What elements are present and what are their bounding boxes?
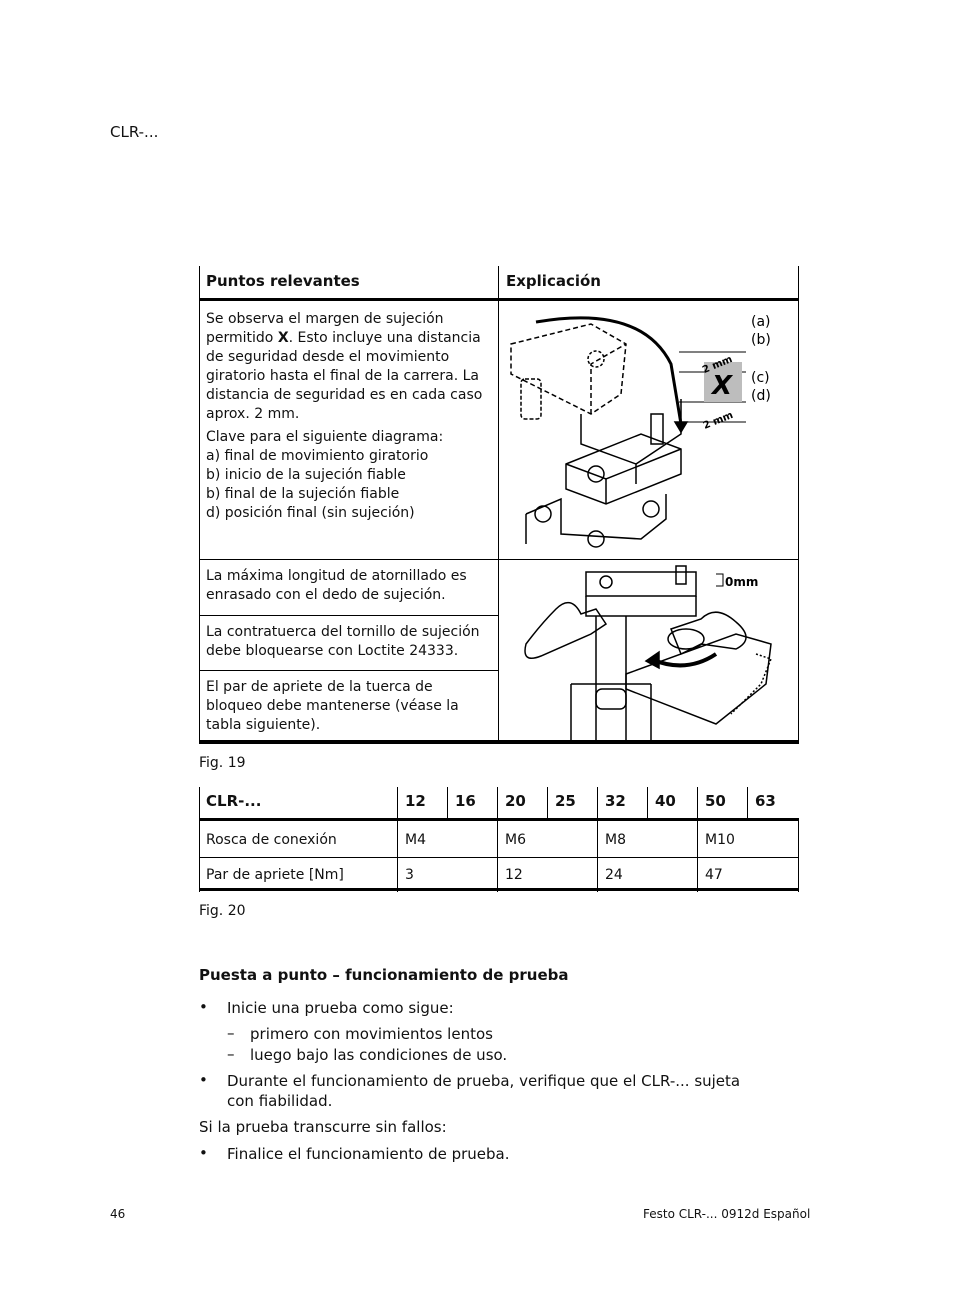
paragraph: Si la prueba transcurre sin fallos:	[199, 1118, 447, 1136]
section-title: Puesta a punto – funcionamiento de prueba	[199, 966, 569, 984]
dash-symbol: –	[227, 1024, 235, 1042]
thread-value: M8	[605, 832, 626, 848]
bullet-symbol: •	[199, 1071, 208, 1089]
header-size-63: 63	[755, 792, 776, 810]
svg-text:(c): (c)	[751, 370, 770, 386]
col-header-explanation: Explicación	[506, 272, 601, 290]
figure-caption-20: Fig. 20	[199, 903, 246, 919]
dash-symbol: –	[227, 1045, 235, 1063]
svg-text:X: X	[712, 371, 733, 401]
thread-value: M6	[505, 832, 526, 848]
header-size-16: 16	[455, 792, 476, 810]
row-label-thread: Rosca de conexión	[206, 832, 337, 848]
diagram-key: Clave para el siguiente diagrama: a) final de movimiento giratorio b) inicio de la sujeción fiable b) final de la sujeción fiable d) posición final (sin sujeción)	[206, 429, 444, 521]
dash-item-1: primero con movimientos lentos	[250, 1025, 493, 1043]
svg-text:(a): (a)	[751, 314, 771, 330]
bullet-symbol: •	[199, 998, 208, 1016]
dash-item-2: luego bajo las condiciones de uso.	[250, 1046, 508, 1064]
header-size-40: 40	[655, 792, 676, 810]
thread-value: M10	[705, 832, 735, 848]
figure-caption-19: Fig. 19	[199, 755, 246, 771]
bullet-item-2: Durante el funcionamiento de prueba, verifique que el CLR-... sujeta con fiabilidad.	[227, 1072, 741, 1110]
row-label-torque: Par de apriete [Nm]	[206, 867, 344, 883]
relevant-points-table	[199, 266, 799, 744]
svg-text:2 mm: 2 mm	[701, 409, 735, 432]
row2-text: La máxima longitud de atornillado es enrasado con el dedo de sujeción.	[206, 568, 467, 603]
torque-table	[199, 787, 799, 892]
header-clr: CLR-...	[206, 792, 262, 810]
header-size-32: 32	[605, 792, 626, 810]
header-size-25: 25	[555, 792, 576, 810]
svg-text:2 mm: 2 mm	[700, 354, 735, 376]
torque-value: 12	[505, 867, 523, 883]
row4-text: El par de apriete de la tuerca de bloqueo debe mantenerse (véase la tabla siguiente).	[206, 679, 459, 733]
thread-value: M4	[405, 832, 426, 848]
header-size-20: 20	[505, 792, 526, 810]
header-size-12: 12	[405, 792, 426, 810]
bullet-symbol: •	[199, 1144, 208, 1162]
torque-value: 47	[705, 867, 723, 883]
clamping-range-diagram	[501, 304, 795, 556]
torque-value: 3	[405, 867, 414, 883]
footer-document-id: Festo CLR-... 0912d Español	[643, 1207, 811, 1221]
bullet-item-1: Inicie una prueba como sigue:	[227, 999, 454, 1017]
torque-value: 24	[605, 867, 623, 883]
row1-text: Se observa el margen de sujeción permitido X. Esto incluye una distancia de seguridad desde el movimiento giratorio hasta el final de la carrera. La distancia de seguridad es en cada caso aprox. 2 mm.	[206, 311, 483, 422]
page-number: 46	[110, 1207, 126, 1221]
header-size-50: 50	[705, 792, 726, 810]
row3-text: La contratuerca del tornillo de sujeción debe bloquearse con Loctite 24333.	[206, 624, 480, 659]
bullet-item-3: Finalice el funcionamiento de prueba.	[227, 1145, 510, 1163]
svg-text:0mm: 0mm	[725, 575, 759, 589]
svg-text:(d): (d)	[751, 388, 771, 404]
header-label: CLR-...	[110, 123, 159, 141]
wrench-tightening-diagram	[501, 564, 795, 740]
col-header-points: Puntos relevantes	[206, 272, 360, 290]
svg-text:(b): (b)	[751, 332, 771, 348]
